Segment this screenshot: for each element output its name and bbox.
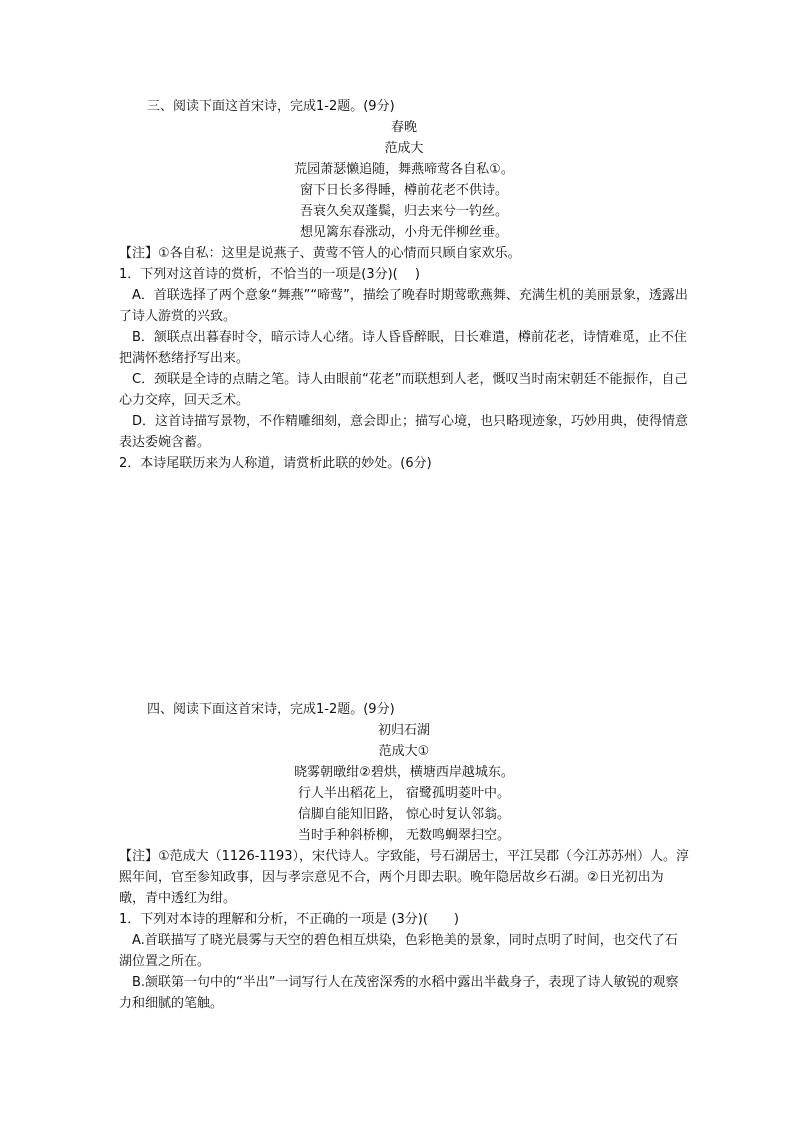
option-b: B．颔联点出暮春时令，暗示诗人心绪。诗人昏昏醉眠，日长难遣，樽前花老，诗情难觅，止不住把满怀愁绪抒写出来。 bbox=[119, 330, 687, 366]
poem-line: 行人半出稻花上， 宿鹭孤明菱叶中。 bbox=[297, 786, 511, 801]
poem-line: 想见篱东春涨动，小舟无伴柳丝垂。 bbox=[299, 225, 508, 240]
option-c: C．颈联是全诗的点睛之笔。诗人由眼前“花老”而联想到人老，慨叹当时南宋朝廷不能振作，自己心力交瘁，回天乏术。 bbox=[119, 372, 688, 408]
option-b: B.颔联第一句中的“半出”一词写行人在茂密深秀的水稻中露出半截身子，表现了诗人敏锐的观察力和细腻的笔触。 bbox=[119, 975, 679, 1011]
question-1-stem: 1．下列对这首诗的赏析，不恰当的一项是(3分)( ) bbox=[119, 267, 420, 282]
poem-note: 【注】①范成大（1126-1193），宋代诗人。字致能，号石湖居士，平江吴郡（今江苏苏州）人。淳熙年间，官至参知政事，因与孝宗意见不合，两个月即去职。晚年隐居故乡石湖。②日光初出为暾，青中透红为绀。 bbox=[119, 849, 690, 906]
poem-title: 初归石湖 bbox=[377, 723, 430, 738]
poem-title: 春晚 bbox=[390, 120, 417, 135]
option-a: A．首联选择了两个意象“舞燕”“啼莺”，描绘了晚春时期莺歌燕舞、充满生机的美丽景象，透露出了诗人游赏的兴致。 bbox=[119, 288, 688, 324]
poem-line: 窗下日长多得睡，樽前花老不供诗。 bbox=[299, 183, 508, 198]
section-4-heading: 四、阅读下面这首宋诗，完成1-2题。(9分) bbox=[147, 702, 395, 717]
poem-line: 吾衰久矣双蓬鬓，归去来兮一钓丝。 bbox=[299, 204, 508, 219]
section-3-heading: 三、阅读下面这首宋诗，完成1-2题。(9分) bbox=[147, 99, 395, 114]
question-1-stem: 1．下列对本诗的理解和分析，不正确的一项是 (3分)( ) bbox=[119, 912, 459, 927]
option-a: A.首联描写了晓光晨雾与天空的碧色相互烘染，色彩艳美的景象，同时点明了时间，也交代了石湖位置之所在。 bbox=[119, 933, 678, 969]
poem-line: 晓雾朝暾绀②碧烘，横塘西岸越城东。 bbox=[294, 765, 514, 780]
option-d: D．这首诗描写景物，不作精雕细刻，意会即止；描写心境，也只略现迹象，巧妙用典，使得情意表达委婉含蓄。 bbox=[119, 414, 689, 450]
poem-author: 范成大① bbox=[378, 744, 430, 759]
question-2-stem: 2．本诗尾联历来为人称道，请赏析此联的妙处。(6分) bbox=[119, 456, 432, 471]
poem-note: 【注】①各自私：这里是说燕子、黄莺不管人的心情而只顾自家欢乐。 bbox=[119, 246, 521, 261]
section-3 bbox=[119, 96, 689, 474]
section-4 bbox=[119, 699, 689, 1014]
poem-line: 荒园萧瑟懒追随，舞燕啼莺各自私①。 bbox=[294, 162, 514, 177]
poem-author: 范成大 bbox=[384, 141, 424, 156]
poem-line: 信脚自能知旧路， 惊心时复认邻翁。 bbox=[297, 807, 511, 822]
poem-line: 当时手种斜桥柳， 无数鸣蜩翠扫空。 bbox=[297, 828, 511, 843]
